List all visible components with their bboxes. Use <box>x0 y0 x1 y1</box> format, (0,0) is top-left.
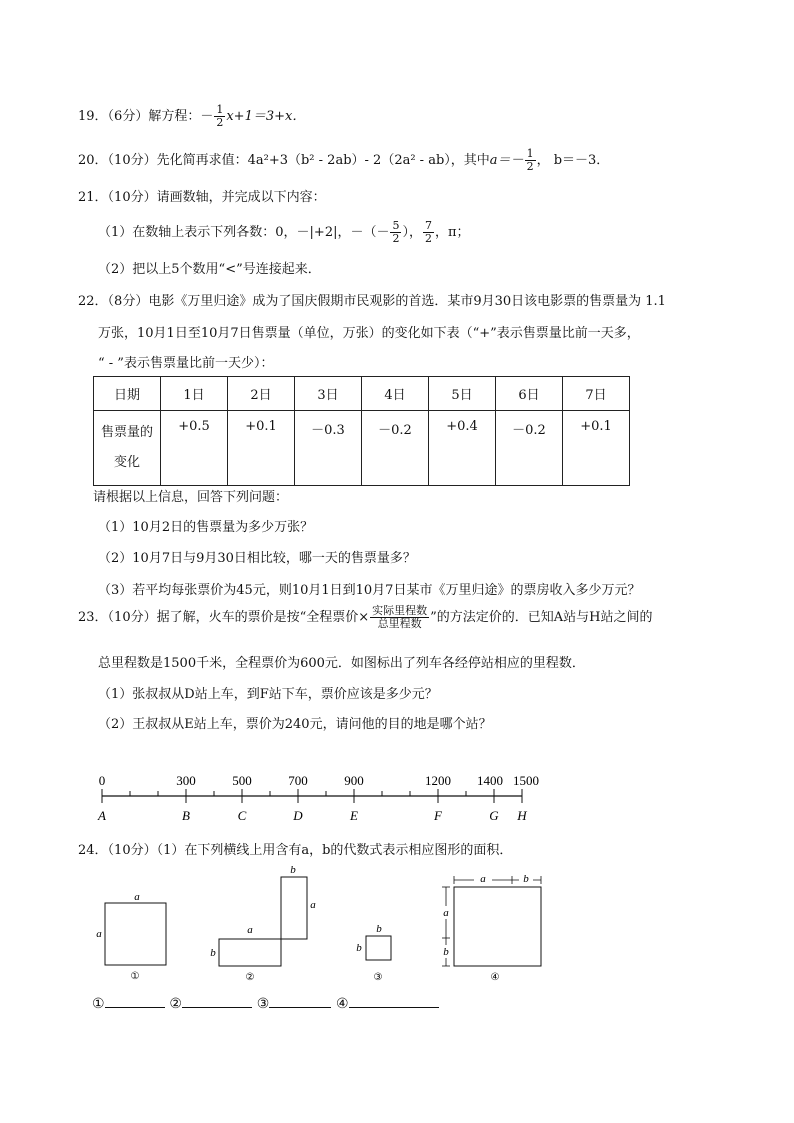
q22-intro: 请根据以上信息，回答下列问题： <box>93 490 289 505</box>
table-cell: 5日 <box>429 377 496 411</box>
station-name-G: G <box>489 808 499 823</box>
q21-frac-7-2 <box>423 220 434 245</box>
q19-fraction <box>214 104 225 129</box>
q22-sub3: （3）若平均每张票价为45元，则10月1日到10月7日某市《万里归途》的票房收入多少万元？ <box>98 583 641 598</box>
q20-expression: 4a²+3（b² - 2ab）- 2（2a² - ab），其中 <box>247 153 490 168</box>
q21-den-2: 2 <box>392 232 400 245</box>
q23-line1-a: 23．（10分）据了解，火车的票价是按“全程票价× <box>78 610 370 625</box>
table-cell: +0.5 <box>161 411 228 486</box>
fig2-a-label-v: a <box>310 899 316 911</box>
table-cell: 7日 <box>563 377 630 411</box>
figure4-square <box>454 887 541 966</box>
figure2-horizontal-rect <box>219 939 281 966</box>
fig1-top-label: a <box>134 891 140 903</box>
q22-sub1: （1）10月2日的售票量为多少万张？ <box>98 520 314 535</box>
q22-line3: “ - ”表示售票量比前一天少）： <box>98 356 274 371</box>
q21-p1-b: ）， <box>402 225 422 240</box>
station-name-B: B <box>182 808 190 823</box>
fig3-caption: ③ <box>373 972 383 983</box>
fig1-caption: ① <box>130 971 140 982</box>
q22-table <box>93 376 630 486</box>
q23-line2: 总里程数是1500千米，全程票价为600元．如图标出了列车各经停站相应的里程数． <box>98 656 585 671</box>
station-name-D: D <box>293 808 303 823</box>
station-km-label-F: 1200 <box>425 773 451 788</box>
q19-minus: － <box>200 109 214 124</box>
q20-a-den: 2 <box>526 160 534 173</box>
answer-blank-1[interactable] <box>105 995 165 1008</box>
table-cell: +0.4 <box>429 411 496 486</box>
table-cell: 1日 <box>161 377 228 411</box>
q24-answer-blanks <box>92 994 439 1012</box>
table-cell: +0.1 <box>563 411 630 486</box>
answer-label-1: ① <box>92 996 105 1012</box>
answer-label-3: ③ <box>256 996 270 1012</box>
station-name-C: C <box>237 808 247 823</box>
q20-a-eq: a＝－ <box>489 153 524 168</box>
q21-part1 <box>98 220 470 245</box>
q20-a-num: 1 <box>526 147 534 160</box>
q23-sub1: （1）张叔叔从D站上车，到F站下车，票价应该是多少元？ <box>98 687 438 702</box>
table-cell: －0.2 <box>362 411 429 486</box>
station-km-label-G: 1400 <box>477 773 503 788</box>
q21-den-2b: 2 <box>424 232 432 245</box>
q21-num-7: 7 <box>424 219 432 232</box>
station-km-label-C: 500 <box>232 773 252 788</box>
station-km-label-B: 300 <box>176 773 196 788</box>
row-label-line2: 变化 <box>113 455 140 470</box>
fig2-caption: ② <box>245 972 255 983</box>
q22-sub2: （2）10月7日与9月30日相比较，哪一天的售票量多？ <box>98 551 416 566</box>
q23-fraction <box>370 605 429 630</box>
table-cell: 6日 <box>496 377 563 411</box>
answer-blank-4[interactable] <box>349 995 439 1008</box>
q24-line1: 24．（10分）（1）在下列横线上用含有a，b的代数式表示相应图形的面积． <box>78 843 513 858</box>
q19-frac-num: 1 <box>216 103 224 116</box>
table-cell: +0.1 <box>228 411 295 486</box>
q21-frac-5-2 <box>390 220 401 245</box>
station-km-label-D: 700 <box>288 773 308 788</box>
q23-sub2: （2）王叔叔从E站上车，票价为240元，请问他的目的地是哪个站？ <box>98 717 492 732</box>
fig1-left-label: a <box>96 928 102 940</box>
q20-a-fraction <box>525 148 536 173</box>
table-cell: －0.2 <box>496 411 563 486</box>
q20-prefix: 20．（10分）先化简再求值： <box>78 153 248 168</box>
station-km-label-H: 1500 <box>513 773 539 788</box>
station-name-H: H <box>517 808 527 823</box>
q21-p1-a: （1）在数轴上表示下列各数：0，－|+2|，－（－ <box>98 225 390 240</box>
axis-minor-ticks <box>102 791 522 796</box>
table-cell: －0.3 <box>295 411 362 486</box>
q20-b-eq: ， b＝－3． <box>536 153 610 168</box>
table-row-label <box>94 411 161 486</box>
fig3-top-label: b <box>376 923 382 935</box>
answer-label-4: ④ <box>336 996 349 1012</box>
station-name-E: E <box>350 808 358 823</box>
station-km-label-E: 900 <box>344 773 364 788</box>
answer-blank-3[interactable] <box>269 995 331 1008</box>
figure3-square <box>366 936 391 960</box>
table-cell: 4日 <box>362 377 429 411</box>
table-cell: 日期 <box>94 377 161 411</box>
q23-line1 <box>78 605 653 630</box>
fig4-left-b-label: b <box>443 946 449 958</box>
row-label-line1: 售票量的 <box>100 425 153 440</box>
table-row <box>94 411 630 486</box>
q21-p1-c: ，π； <box>434 225 470 240</box>
q23-frac-num: 实际里程数 <box>372 604 428 617</box>
axis-stations <box>97 773 539 823</box>
fig4-left-a-label: a <box>443 907 449 919</box>
fig2-a-label-h: a <box>247 924 253 936</box>
fig4-caption: ④ <box>490 972 500 983</box>
station-name-A: A <box>98 808 106 823</box>
fig4-top-a-label: a <box>480 873 486 885</box>
table-header-row <box>94 377 630 411</box>
table-cell: 2日 <box>228 377 295 411</box>
q23-frac-den: 总里程数 <box>377 617 422 630</box>
fig2-b-label-h: b <box>210 947 216 959</box>
station-km-label-A: 0 <box>98 773 106 788</box>
fig2-b-label-v: b <box>290 864 296 876</box>
q24-figures <box>0 860 794 990</box>
fig3-left-label: b <box>356 942 362 954</box>
q23-line1-b: ”的方法定价的．已知A站与H站之间的 <box>430 610 653 625</box>
mileage-number-line <box>0 760 794 830</box>
figure2-vertical-rect <box>281 877 307 939</box>
figure1-square <box>105 903 166 965</box>
station-name-F: F <box>434 808 442 823</box>
q21-title: 21．（10分）请画数轴，并完成以下内容： <box>78 190 326 205</box>
q21-part2: （2）把以上5个数用“<”号连接起来． <box>98 262 321 277</box>
q19-rest: x+1＝3+x． <box>226 109 306 124</box>
table-cell: 3日 <box>295 377 362 411</box>
fig4-top-b-label: b <box>523 873 529 885</box>
q19-prefix: 19．（6分）解方程： <box>78 109 201 124</box>
q19-frac-den: 2 <box>216 116 224 129</box>
q19 <box>78 104 305 129</box>
q22-line1: 22．（8分）电影《万里归途》成为了国庆假期市民观影的首选．某市9月30日该电影票的售票量为 1.1 <box>78 294 666 309</box>
answer-blank-2[interactable] <box>182 995 252 1008</box>
answer-label-2: ② <box>169 996 182 1012</box>
q22-line2: 万张，10月1日至10月7日售票量（单位，万张）的变化如下表（“+”表示售票量比前一天多， <box>98 326 640 341</box>
q21-num-5: 5 <box>392 219 400 232</box>
q20 <box>78 148 609 173</box>
